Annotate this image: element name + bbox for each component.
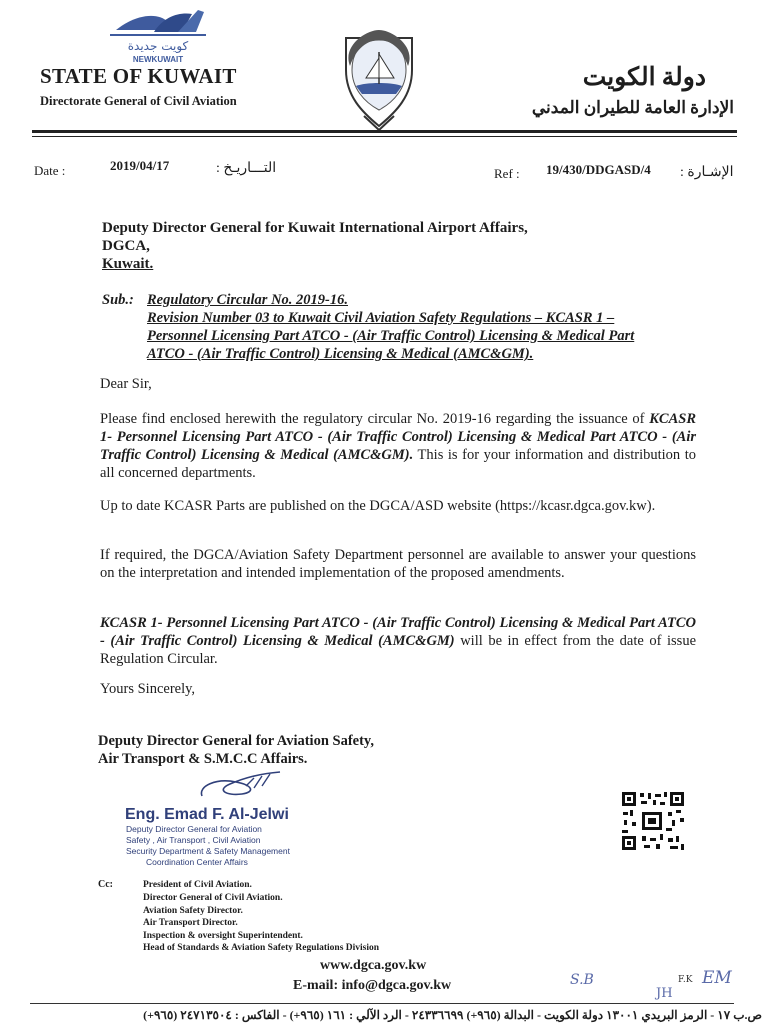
cc-item: Aviation Safety Director.: [143, 906, 243, 916]
ref-label: Ref :: [494, 166, 520, 181]
header-divider-thin: [32, 136, 737, 137]
paragraph-4-regulation: KCASR 1- Personnel Licensing Part ATCO - (Air Traffic Control) Licensing & Medical Part ATCO - (Air Traffic Control) Licensing & Medical (AMC&GM): [100, 615, 696, 649]
stamp-name: Eng. Emad F. Al-Jelwi: [125, 806, 289, 823]
stamp-line-2: Safety , Air Transport , Civil Aviation: [126, 835, 261, 845]
stamp-line-4: Coordination Center Affairs: [146, 857, 248, 867]
paragraph-4: [100, 614, 696, 668]
initials-jh: JH: [656, 986, 673, 1001]
state-title-arabic: دولة الكويت: [582, 64, 706, 91]
logo-arabic-text: كويت جديدة: [127, 39, 189, 53]
paragraph-4-outro: will be in effect from the date of issue Regulation Circular.: [100, 633, 697, 667]
subject-line-3: Personnel Licensing Part ATCO - (Air Traffic Control) Licensing & Medical Part: [147, 328, 635, 344]
cc-item: Director General of Civil Aviation.: [143, 893, 283, 903]
signatory-title-2: Air Transport & S.M.C.C Affairs.: [98, 751, 308, 767]
date-label-arabic: التـــاريـخ :: [216, 161, 277, 176]
recipient-line-3: Kuwait.: [102, 256, 154, 272]
signatory-title-1: Deputy Director General for Aviation Safety,: [98, 733, 374, 749]
ref-label-arabic: الإشـارة :: [680, 165, 734, 180]
salutation: Dear Sir,: [100, 376, 152, 392]
cc-item: Inspection & oversight Superintendent.: [143, 931, 303, 941]
date-value: 2019/04/17: [110, 158, 170, 173]
stamp-line-3: Security Department & Safety Management: [126, 846, 290, 856]
subject-line-1: Regulatory Circular No. 2019-16.: [147, 292, 348, 308]
directorate-title-arabic: الإدارة العامة للطيران المدني: [531, 98, 734, 117]
qr-code-icon: [620, 790, 686, 852]
logo-english-text: NEWKUWAIT: [132, 55, 184, 64]
cc-item: Head of Standards & Aviation Safety Regulations Division: [143, 943, 380, 953]
footer-website: www.dgca.gov.kw: [320, 958, 427, 973]
handwritten-signature: [196, 768, 286, 808]
cc-item: Air Transport Director.: [143, 918, 238, 928]
header-divider: [32, 130, 737, 133]
closing: Yours Sincerely,: [100, 681, 196, 697]
cc-item: President of Civil Aviation.: [143, 880, 252, 890]
state-title: STATE OF KUWAIT: [40, 64, 237, 88]
directorate-title: Directorate General of Civil Aviation: [40, 94, 237, 108]
initials-sb: S.B: [570, 972, 594, 988]
recipient-line-2: DGCA,: [102, 238, 150, 254]
paragraph-3: If required, the DGCA/Aviation Safety Department personnel are available to answer your questions on the interpretation and intended implementation of the proposed amendments.: [100, 547, 696, 581]
initials-em: EM: [702, 968, 732, 988]
cc-label: Cc:: [98, 879, 113, 890]
stamp-line-1: Deputy Director General for Aviation: [126, 824, 262, 834]
initials-fk: F.K: [678, 975, 693, 985]
new-kuwait-logo: [108, 8, 208, 64]
footer-divider: [30, 1003, 734, 1004]
date-label: Date :: [34, 163, 66, 178]
paragraph-1-outro: This is for your information and distribution to all concerned departments.: [100, 447, 696, 481]
paragraph-1-intro: Please find enclosed herewith the regulatory circular No. 2019-16 regarding the issuance of: [100, 411, 650, 427]
footer-email: E-mail: info@dgca.gov.kw: [293, 978, 452, 993]
recipient-line-1: Deputy Director General for Kuwait International Airport Affairs,: [102, 220, 528, 236]
ref-value: 19/430/DDGASD/4: [546, 162, 651, 177]
footer-address-arabic: ص.ب ١٧ - الرمز البريدي ١٣٠٠١ دولة الكويت - البدالة (٩٦٥+) ٢٤٣٣٦٦٩٩ - الرد الآلي : ١٦١ (٩٦٥+) - الفاكس : ٢٤٧١٣٥٠٤ (٩٦٥+): [143, 1008, 762, 1022]
paragraph-1-regulation: KCASR 1- Personnel Licensing Part ATCO - (Air Traffic Control) Licensing & Medical Part ATCO - (Air Traffic Control) Licensing & Medical (AMC&GM).: [100, 411, 696, 463]
subject-line-2: Revision Number 03 to Kuwait Civil Aviation Safety Regulations – KCASR 1 –: [147, 310, 615, 326]
subject-label: Sub.:: [102, 292, 134, 308]
paragraph-1: [100, 410, 696, 482]
paragraph-2: Up to date KCASR Parts are published on the DGCA/ASD website (https://kcasr.dgca.gov.kw).: [100, 498, 656, 514]
kuwait-emblem-icon: [336, 26, 422, 134]
subject-line-4: ATCO - (Air Traffic Control) Licensing & Medical (AMC&GM).: [147, 346, 534, 362]
